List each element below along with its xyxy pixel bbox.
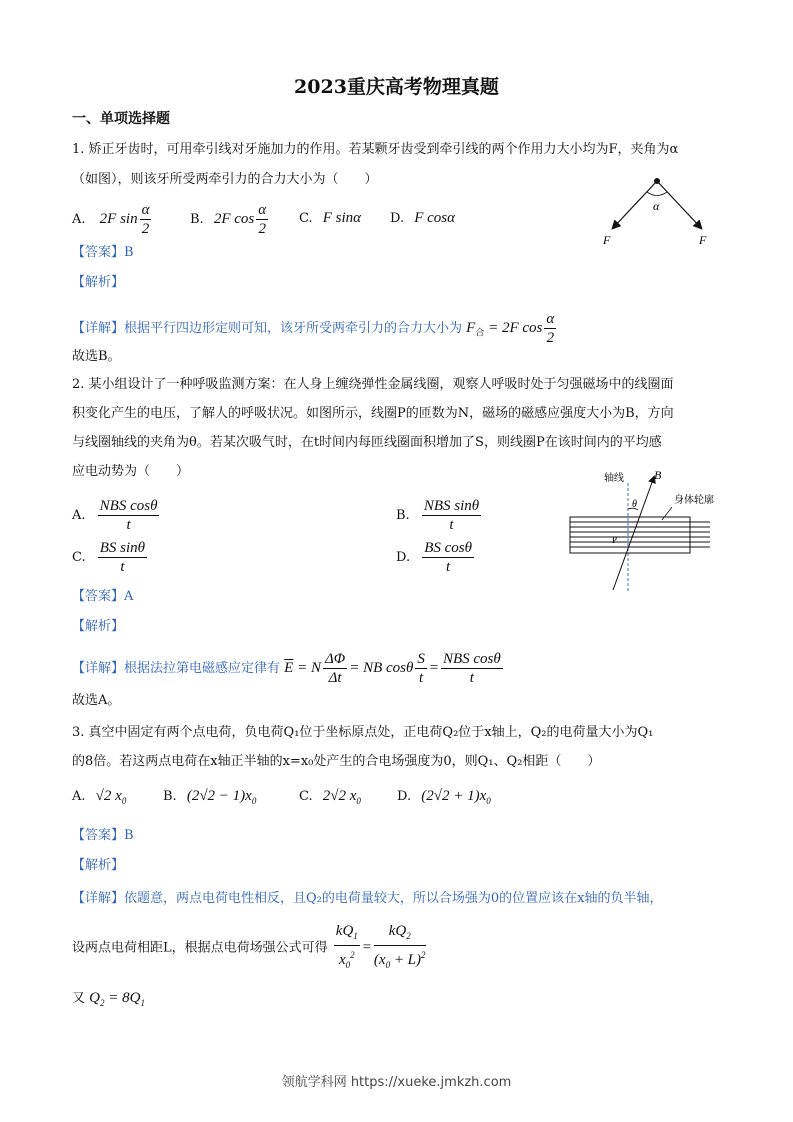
q2-option-b: B. $\frac{\text{NBS sinθ}}{t}$	[396, 498, 480, 533]
q1-answer: 【答案】B	[72, 245, 134, 260]
q2-stem-line2: 积变化产生的电压，了解人的呼吸状况。如图所示，线圈P的匝数为N，磁场的磁感应强度大小为B，方向	[72, 406, 674, 421]
q2-b-label: B	[654, 468, 662, 482]
q3-option-c-label: C.	[299, 789, 313, 804]
q1-stem-line1: 1. 矫正牙齿时，可用牵引线对牙施加力的作用。若某颗牙齿受到牵引线的两个作用力大小均为F，夹角为α	[72, 142, 679, 157]
q3-option-d: D. $(2√2 + 1)x_0$	[397, 788, 491, 806]
q3-detail-line1	[72, 886, 722, 912]
q2-detail-text: 【详解】根据法拉第电磁感应定律有	[72, 661, 281, 676]
q2-coil-diagram	[562, 465, 722, 595]
q2-body-label: 身体轮廓	[674, 495, 714, 506]
q2-conclusion: 故选A。	[72, 693, 121, 708]
q1-option-b-label: B.	[190, 212, 204, 227]
q1-option-a-label: A.	[72, 212, 86, 227]
q2-stem-line3: 与线圈轴线的夹角为θ。若某次吸气时，在t时间内每匝线圈面积增加了S，则线圈P在该时间内的平均感	[72, 435, 662, 450]
q1-option-a: A. 2F sin $\frac{\alpha}{2}$	[72, 202, 150, 237]
q3-detail-also: 又	[72, 991, 86, 1006]
q3-detail-line2: 设两点电荷相距L，根据点电荷场强公式可得 $\frac{kQ_1}{x_0^2}$ = $\frac{kQ_2}{(x_0 + L)^2}$	[72, 923, 426, 970]
q3-analysis: 【解析】	[72, 858, 125, 873]
q3-option-b-label: B.	[163, 789, 177, 804]
q1-option-d: D. F cosα	[390, 210, 456, 226]
q3-stem-line1: 3. 真空中固定有两个点电荷，负电荷Q₁位于坐标原点处，正电荷Q₂位于x轴上，Q₂的电荷量大小为Q₁	[72, 725, 654, 740]
q1-alpha-label: α	[653, 199, 660, 213]
q1-option-c-label: C.	[299, 211, 313, 226]
q1-analysis: 【解析】	[72, 275, 125, 290]
q3-stem-line2: 的8倍。若这两点电荷在x轴正半轴的x=x₀处产生的合电场强度为0，则Q₁、Q₂相距（ ）	[72, 754, 601, 769]
q1-force-right-label: F	[699, 233, 707, 247]
page-title: 2023重庆高考物理真题	[294, 76, 499, 98]
q2-option-a-label: A.	[72, 508, 86, 523]
q3-option-d-label: D.	[397, 789, 412, 804]
q1-stem-line2: （如图），则该牙所受两牵引力的合力大小为（ ）	[72, 172, 378, 187]
q1-option-c: C. F sinα	[299, 210, 362, 226]
q3-option-a: A. √2 $x_0$	[72, 788, 127, 806]
q3-option-a-label: A.	[72, 789, 86, 804]
q2-detail: 【详解】根据法拉第电磁感应定律有 $\overline{E} = N$ $\frac{\Delta\Phi}{\Delta t}$ = NB cosθ $\frac{S}{t}$ = $\frac{\text{NBS cosθ}}{t}$	[72, 651, 501, 686]
q2-stem-line4: 应电动势为（ ）	[72, 464, 190, 479]
q2-analysis: 【解析】	[72, 619, 125, 634]
q1-option-d-label: D.	[390, 211, 405, 226]
q3-detail-prefix: 【详解】依题意，两点电荷电性相反，且Q₂的电荷量较大，所以合场强为0的位置应该在x轴的负半轴，	[72, 891, 663, 906]
q2-option-a: A. $\frac{\text{NBS cosθ}}{t}$	[72, 498, 158, 533]
q1-option-b: B. 2F cos $\frac{\alpha}{2}$	[190, 202, 267, 237]
q1-detail-text: 【详解】根据平行四边形定则可知，该牙所受两牵引力的合力大小为	[72, 321, 463, 336]
q3-option-c: C. 2√2 $x_0$	[299, 788, 361, 806]
q2-theta-label: θ	[632, 499, 637, 510]
q2-option-d: D. $\frac{\text{BS cosθ}}{t}$	[396, 540, 473, 575]
q3-answer: 【答案】B	[72, 828, 134, 843]
q1-force-left-label: F	[603, 233, 611, 247]
q2-option-d-label: D.	[396, 550, 411, 565]
q2-p-label: P	[612, 535, 618, 545]
q2-answer: 【答案】A	[72, 589, 134, 604]
q2-option-c: C. $\frac{\text{BS sinθ}}{t}$	[72, 540, 146, 575]
q2-axis-label: 轴线	[604, 473, 624, 484]
q2-stem-line1: 2. 某小组设计了一种呼吸监测方案：在人身上缠绕弹性金属线圈，观察人呼吸时处于匀强磁场中的线圈面	[72, 377, 674, 392]
q2-option-b-label: B.	[396, 508, 410, 523]
section-heading: 一、单项选择题	[72, 111, 170, 127]
q1-conclusion: 故选B。	[72, 349, 121, 364]
footer-watermark: 领航学科网 https://xueke.jmkzh.com	[281, 1075, 512, 1090]
q3-option-b: B. $(2√2 - 1)x_0$	[163, 788, 257, 806]
q3-detail-text: 设两点电荷相距L，根据点电荷场强公式可得	[72, 940, 328, 956]
q3-detail-line3: 又 $Q_2 = 8Q_1$	[72, 990, 145, 1008]
q1-detail: 【详解】根据平行四边形定则可知，该牙所受两牵引力的合力大小为 $F_合 = 2F$ cos $\frac{\alpha}{2}$	[72, 311, 555, 346]
q2-option-c-label: C.	[72, 550, 86, 565]
